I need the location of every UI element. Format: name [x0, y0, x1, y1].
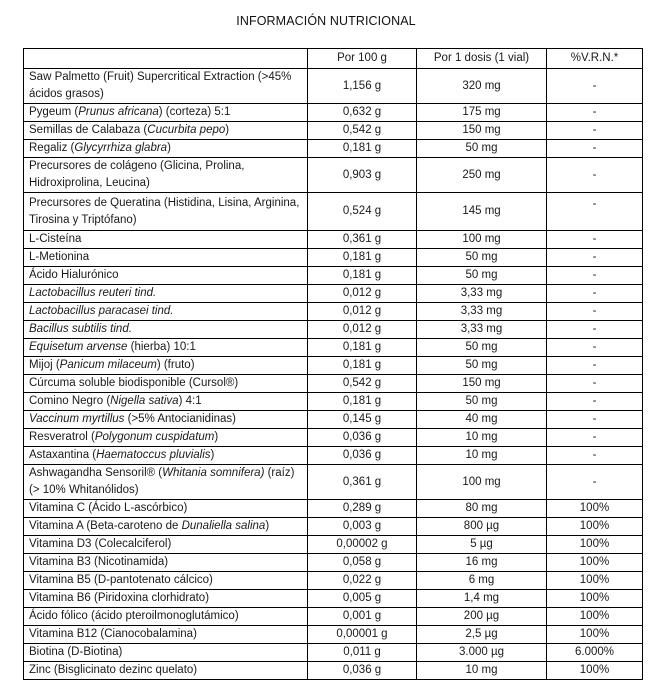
vrn-value: -: [547, 393, 643, 411]
nutrition-table: [23, 48, 643, 680]
name-text: ): [265, 520, 270, 532]
vrn-value: -: [547, 447, 643, 465]
table-row: [24, 411, 643, 429]
per-100g-value: 0,011 g: [308, 644, 417, 662]
ingredient-name: [24, 500, 308, 518]
table-row: [24, 104, 643, 122]
per-dose-value: 1,4 mg: [417, 590, 547, 608]
name-text: Vitamina A (Beta-caroteno de: [29, 520, 182, 532]
vrn-value: 100%: [547, 662, 643, 680]
ingredient-name: [24, 303, 308, 321]
name-text: ): [210, 449, 215, 461]
per-dose-value: 150 mg: [417, 122, 547, 140]
vrn-value: -: [547, 249, 643, 267]
ingredient-name: [24, 411, 308, 429]
per-dose-value: 3,33 mg: [417, 303, 547, 321]
name-text: Regaliz (: [29, 142, 75, 154]
per-100g-value: 0,00001 g: [308, 626, 417, 644]
name-text: Cúrcuma soluble biodisponible (Cursol®): [29, 377, 239, 389]
table-row: [24, 590, 643, 608]
table-row: [24, 554, 643, 572]
name-text: (>5% Antocianidinas): [124, 413, 236, 425]
vrn-value: 100%: [547, 572, 643, 590]
per-dose-value: 50 mg: [417, 393, 547, 411]
table-row: [24, 608, 643, 626]
per-dose-value: 800 µg: [417, 518, 547, 536]
vrn-value: -: [547, 321, 643, 339]
name-text: Vitamina B6 (Piridoxina clorhidrato): [29, 592, 210, 604]
table-row: [24, 249, 643, 267]
vrn-value: 100%: [547, 518, 643, 536]
scientific-name: Dunaliella salina: [181, 520, 266, 532]
table-row: [24, 375, 643, 393]
per-dose-value: 150 mg: [417, 375, 547, 393]
name-text: Precursores de colágeno (Glicina, Prolina, Hidroxiprolina, Leucina): [29, 160, 245, 189]
per-dose-value: 40 mg: [417, 411, 547, 429]
name-text: Vitamina B12 (Cianocobalamina): [29, 628, 197, 640]
per-100g-value: 0,524 g: [308, 193, 417, 231]
scientific-name: Prunus africana: [78, 106, 159, 118]
per-dose-value: 50 mg: [417, 339, 547, 357]
table-row: [24, 321, 643, 339]
vrn-value: -: [547, 375, 643, 393]
table-row: [24, 518, 643, 536]
name-text: ) 4:1: [178, 395, 202, 407]
ingredient-name: [24, 267, 308, 285]
table-row: [24, 644, 643, 662]
name-text: ): [214, 431, 219, 443]
vrn-value: -: [547, 411, 643, 429]
per-100g-value: 0,012 g: [308, 285, 417, 303]
vrn-value: 100%: [547, 500, 643, 518]
per-dose-value: 50 mg: [417, 357, 547, 375]
per-100g-value: 0,145 g: [308, 411, 417, 429]
per-dose-value: 2,5 µg: [417, 626, 547, 644]
header-vrn: %V.R.N.*: [547, 49, 643, 69]
ingredient-name: [24, 465, 308, 500]
vrn-value: -: [547, 193, 643, 231]
ingredient-name: [24, 572, 308, 590]
per-dose-value: 3,33 mg: [417, 285, 547, 303]
name-text: L-Cisteína: [29, 233, 82, 245]
per-dose-value: 100 mg: [417, 465, 547, 500]
scientific-name: Panicum milaceum: [59, 359, 157, 371]
ingredient-name: [24, 231, 308, 249]
vrn-value: -: [547, 285, 643, 303]
name-text: ) (fruto): [156, 359, 195, 371]
ingredient-name: [24, 393, 308, 411]
ingredient-name: [24, 644, 308, 662]
name-text: Resveratrol (: [29, 431, 95, 443]
per-100g-value: 0,181 g: [308, 339, 417, 357]
ingredient-name: [24, 285, 308, 303]
table-row: [24, 500, 643, 518]
vrn-value: -: [547, 231, 643, 249]
table-row: [24, 339, 643, 357]
ingredient-name: [24, 122, 308, 140]
ingredient-name: [24, 375, 308, 393]
per-dose-value: 100 mg: [417, 231, 547, 249]
per-dose-value: 10 mg: [417, 662, 547, 680]
per-100g-value: 0,012 g: [308, 321, 417, 339]
per-100g-value: 0,903 g: [308, 158, 417, 193]
vrn-value: -: [547, 303, 643, 321]
per-dose-value: 3.000 µg: [417, 644, 547, 662]
per-dose-value: 80 mg: [417, 500, 547, 518]
per-100g-value: 0,289 g: [308, 500, 417, 518]
name-text: ): [167, 142, 171, 154]
per-100g-value: 0,00002 g: [308, 536, 417, 554]
page-title: INFORMACIÓN NUTRICIONAL: [236, 14, 416, 28]
name-text: (raíz) (> 10% Whitanólidos): [29, 467, 295, 496]
per-dose-value: 10 mg: [417, 429, 547, 447]
per-dose-value: 5 µg: [417, 536, 547, 554]
ingredient-name: [24, 104, 308, 122]
name-text: Vitamina B5 (D-pantotenato cálcico): [29, 574, 213, 586]
per-dose-value: 16 mg: [417, 554, 547, 572]
table-row: [24, 429, 643, 447]
name-text: Mijoj (: [29, 359, 60, 371]
table-row: [24, 267, 643, 285]
per-100g-value: 0,005 g: [308, 590, 417, 608]
name-text: Biotina (D-Biotina): [29, 646, 123, 658]
table-row: [24, 626, 643, 644]
per-100g-value: 0,181 g: [308, 140, 417, 158]
scientific-name: Haematoccus pluvialis: [96, 449, 211, 461]
scientific-name: Whitania somnifera): [162, 467, 265, 479]
vrn-value: 100%: [547, 626, 643, 644]
per-dose-value: 3,33 mg: [417, 321, 547, 339]
ingredient-name: [24, 249, 308, 267]
per-dose-value: 250 mg: [417, 158, 547, 193]
name-text: Zinc (Bisglicinato dezinc quelato): [29, 664, 198, 676]
vrn-value: 6.000%: [547, 644, 643, 662]
per-100g-value: 0,181 g: [308, 393, 417, 411]
header-ingredient: [24, 49, 308, 69]
scientific-name: Glycyrrhiza glabra: [74, 142, 168, 154]
vrn-value: 100%: [547, 536, 643, 554]
ingredient-name: [24, 626, 308, 644]
header-per-dose: Por 1 dosis (1 vial): [417, 49, 547, 69]
table-row: [24, 122, 643, 140]
per-dose-value: 320 mg: [417, 69, 547, 104]
name-text: Comino Negro (: [29, 395, 111, 407]
name-text: Ácido Hialurónico: [29, 269, 119, 281]
name-text: Ácido fólico (ácido pteroilmonoglutámico): [29, 610, 239, 622]
table-row: [24, 393, 643, 411]
header-per-100g: Por 100 g: [308, 49, 417, 69]
ingredient-name: [24, 536, 308, 554]
ingredient-name: [24, 554, 308, 572]
scientific-name: Bacillus subtilis tind.: [29, 323, 132, 335]
ingredient-name: [24, 447, 308, 465]
ingredient-name: [24, 662, 308, 680]
table-row: [24, 662, 643, 680]
vrn-value: -: [547, 339, 643, 357]
table-row: [24, 285, 643, 303]
scientific-name: Lactobacillus reuteri tind.: [29, 287, 157, 299]
per-dose-value: 50 mg: [417, 267, 547, 285]
ingredient-name: [24, 429, 308, 447]
per-100g-value: 0,022 g: [308, 572, 417, 590]
per-100g-value: 0,181 g: [308, 357, 417, 375]
per-100g-value: 0,001 g: [308, 608, 417, 626]
header-row: [24, 49, 643, 69]
per-100g-value: 0,003 g: [308, 518, 417, 536]
table-row: [24, 69, 643, 104]
per-100g-value: 0,542 g: [308, 122, 417, 140]
vrn-value: -: [547, 140, 643, 158]
scientific-name: Nigella sativa: [110, 395, 179, 407]
per-100g-value: 0,542 g: [308, 375, 417, 393]
ingredient-name: [24, 608, 308, 626]
table-body: [24, 69, 643, 680]
name-text: Ashwagandha Sensoril® (: [29, 467, 163, 479]
name-text: ): [225, 124, 230, 136]
per-dose-value: 145 mg: [417, 193, 547, 231]
per-100g-value: 0,012 g: [308, 303, 417, 321]
vrn-value: -: [547, 465, 643, 500]
table-row: [24, 447, 643, 465]
name-text: L-Metionina: [29, 251, 90, 263]
per-100g-value: 0,036 g: [308, 429, 417, 447]
per-dose-value: 50 mg: [417, 249, 547, 267]
table-row: [24, 572, 643, 590]
scientific-name: Equisetum arvense: [29, 341, 128, 353]
ingredient-name: [24, 518, 308, 536]
per-100g-value: 0,036 g: [308, 662, 417, 680]
vrn-value: 100%: [547, 590, 643, 608]
per-100g-value: 0,632 g: [308, 104, 417, 122]
table-row: [24, 140, 643, 158]
table-row: [24, 193, 643, 231]
per-100g-value: 0,361 g: [308, 231, 417, 249]
per-100g-value: 0,058 g: [308, 554, 417, 572]
name-text: Vitamina C (Ácido L-ascórbico): [29, 502, 188, 514]
scientific-name: Polygonum cuspidatum: [94, 431, 215, 443]
scientific-name: Lactobacillus paracasei tind.: [29, 305, 174, 317]
name-text: Pygeum (: [29, 106, 79, 118]
ingredient-name: [24, 339, 308, 357]
scientific-name: Cucurbita pepo: [147, 124, 226, 136]
per-100g-value: 1,156 g: [308, 69, 417, 104]
name-text: Semillas de Calabaza (: [29, 124, 148, 136]
scientific-name: Vaccinum myrtillus: [29, 413, 125, 425]
vrn-value: 100%: [547, 554, 643, 572]
vrn-value: 100%: [547, 608, 643, 626]
name-text: Vitamina B3 (Nicotinamida): [29, 556, 169, 568]
vrn-value: -: [547, 122, 643, 140]
vrn-value: -: [547, 267, 643, 285]
name-text: Saw Palmetto (Fruit) Supercritical Extraction (>45% ácidos grasos): [29, 71, 292, 100]
per-dose-value: 50 mg: [417, 140, 547, 158]
per-100g-value: 0,181 g: [308, 249, 417, 267]
vrn-value: -: [547, 158, 643, 193]
per-100g-value: 0,181 g: [308, 267, 417, 285]
table-row: [24, 303, 643, 321]
vrn-value: -: [547, 429, 643, 447]
name-text: ) (corteza) 5:1: [158, 106, 231, 118]
per-dose-value: 6 mg: [417, 572, 547, 590]
vrn-value: -: [547, 357, 643, 375]
per-100g-value: 0,361 g: [308, 465, 417, 500]
ingredient-name: [24, 321, 308, 339]
name-text: Precursores de Queratina (Histidina, Lisina, Arginina, Tirosina y Triptófano): [29, 196, 300, 226]
per-100g-value: 0,036 g: [308, 447, 417, 465]
vrn-value: -: [547, 104, 643, 122]
table-row: [24, 536, 643, 554]
table-row: [24, 357, 643, 375]
table-row: [24, 231, 643, 249]
table-row: [24, 465, 643, 500]
name-text: Vitamina D3 (Colecalciferol): [29, 538, 172, 550]
ingredient-name: [24, 590, 308, 608]
ingredient-name: [24, 158, 308, 193]
table-row: [24, 158, 643, 193]
ingredient-name: [24, 193, 308, 231]
ingredient-name: [24, 140, 308, 158]
per-dose-value: 10 mg: [417, 447, 547, 465]
ingredient-name: [24, 357, 308, 375]
per-dose-value: 175 mg: [417, 104, 547, 122]
ingredient-name: [24, 69, 308, 104]
per-dose-value: 200 µg: [417, 608, 547, 626]
vrn-value: -: [547, 69, 643, 104]
name-text: Astaxantina (: [29, 449, 97, 461]
name-text: (hierba) 10:1: [127, 341, 196, 353]
